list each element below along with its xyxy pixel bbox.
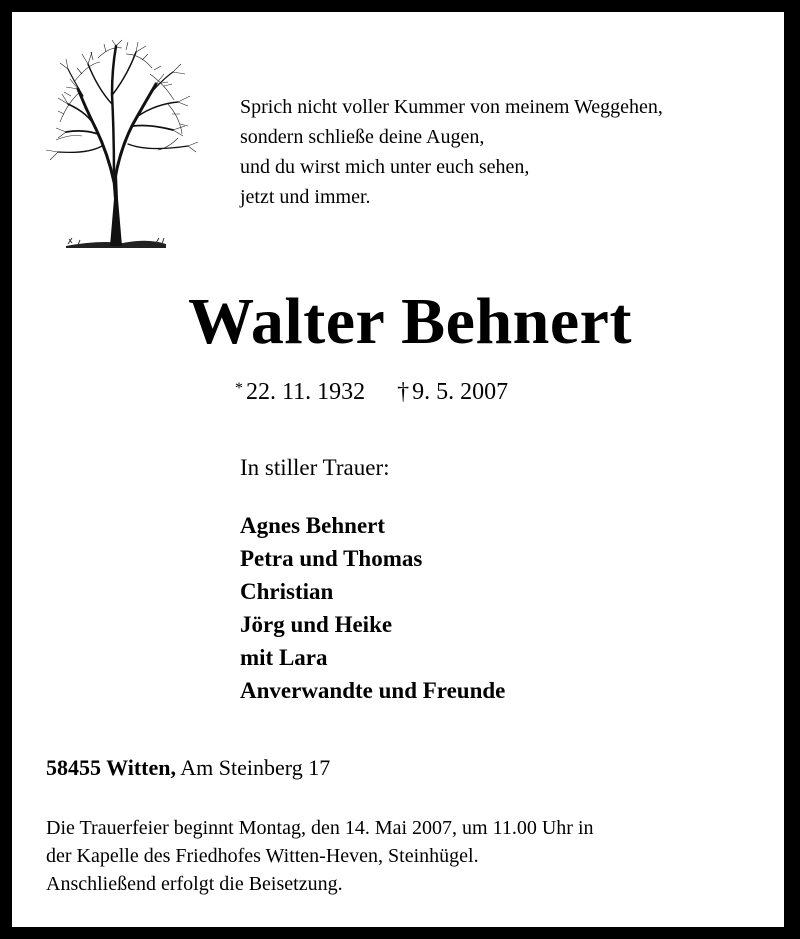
mourning-heading: In stiller Trauer: xyxy=(240,455,390,480)
tree-illustration xyxy=(38,34,208,256)
birth-symbol: * xyxy=(235,380,243,397)
address-street: Am Steinberg 17 xyxy=(180,755,331,780)
birth-date: 22. 11. 1932 xyxy=(246,379,366,405)
funeral-line: Die Trauerfeier beginnt Montag, den 14. Mai 2007, um 11.00 Uhr in xyxy=(46,817,594,839)
mourner-name: Petra und Thomas xyxy=(240,546,423,571)
address xyxy=(46,753,330,783)
address-city: 58455 Witten, xyxy=(46,755,176,780)
funeral-notice xyxy=(46,814,594,898)
mourners-list xyxy=(240,509,505,707)
deceased-name: Walter Behnert xyxy=(188,285,632,358)
poem-line: Sprich nicht voller Kummer von meinem Weggehen, xyxy=(240,96,663,118)
funeral-line: Anschließend erfolgt die Beisetzung. xyxy=(46,873,343,895)
mourner-name: Christian xyxy=(240,579,334,604)
life-dates xyxy=(235,373,508,408)
mourner-name: mit Lara xyxy=(240,645,328,670)
poem-line: sondern schließe deine Augen, xyxy=(240,126,485,148)
poem-line: jetzt und immer. xyxy=(240,186,371,208)
mourner-name: Agnes Behnert xyxy=(240,513,386,538)
funeral-line: der Kapelle des Friedhofes Witten-Heven, Steinhügel. xyxy=(46,845,479,867)
mourner-name: Anverwandte und Freunde xyxy=(240,678,506,703)
poem-line: und du wirst mich unter euch sehen, xyxy=(240,156,530,178)
poem xyxy=(240,92,663,212)
death-date: 9. 5. 2007 xyxy=(412,379,509,405)
mourner-name: Jörg und Heike xyxy=(240,612,393,637)
death-symbol: † xyxy=(397,379,410,405)
